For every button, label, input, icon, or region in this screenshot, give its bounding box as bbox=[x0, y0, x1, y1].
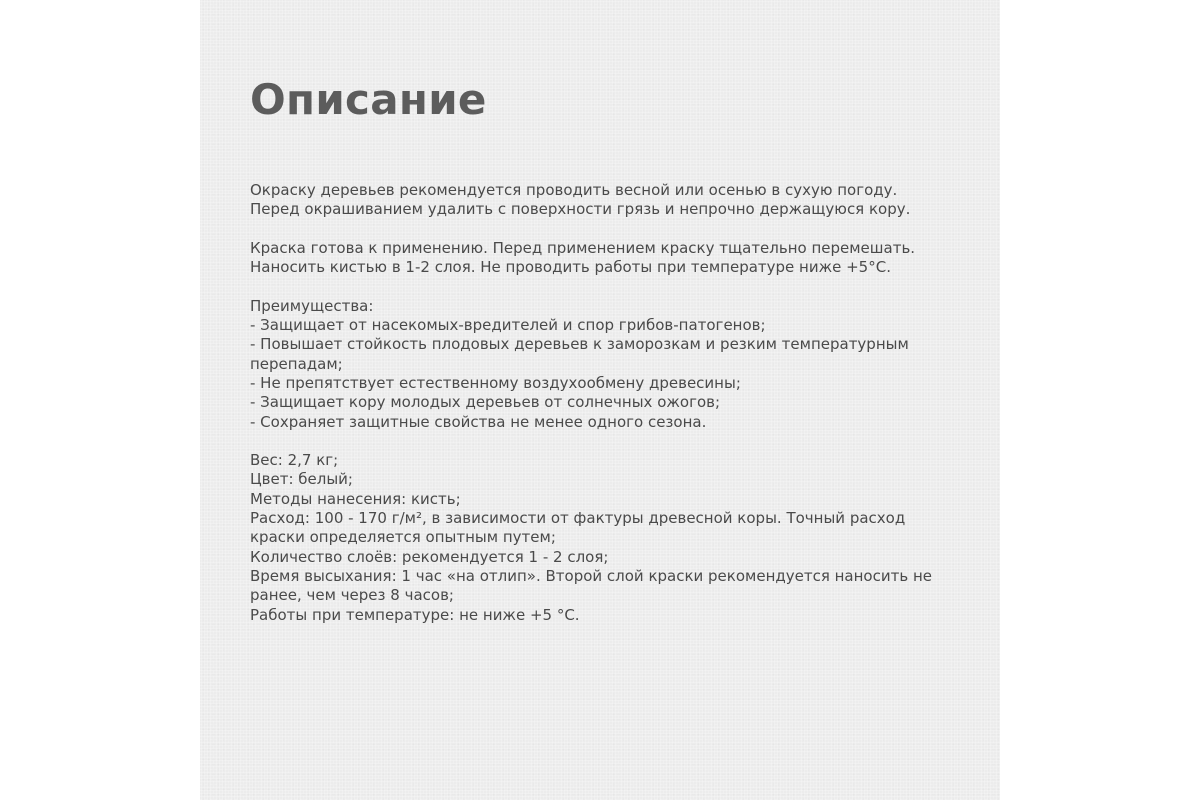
spec-consumption: Расход: 100 - 170 г/м², в зависимости от фактуры древесной коры. Точный расход bbox=[250, 509, 906, 528]
page-title: Описание bbox=[250, 75, 487, 124]
advantage-item: - Повышает стойкость плодовых деревьев к заморозкам и резким температурным bbox=[250, 335, 909, 354]
advantage-item: - Сохраняет защитные свойства не менее одного сезона. bbox=[250, 412, 707, 431]
spec-weight: Вес: 2,7 кг; bbox=[250, 451, 339, 470]
spec-drying-time: Время высыхания: 1 час «на отлип». Второй слой краски рекомендуется наносить не bbox=[250, 566, 932, 585]
usage-line: Наносить кистью в 1-2 слоя. Не проводить работы при температуре ниже +5°C. bbox=[250, 258, 891, 277]
spec-temperature: Работы при температуре: не ниже +5 °C. bbox=[250, 605, 580, 624]
spec-application-method: Методы нанесения: кисть; bbox=[250, 489, 461, 508]
advantages-section bbox=[250, 297, 980, 432]
specs-section bbox=[250, 451, 980, 625]
spec-consumption-continuation: краски определяется опытным путем; bbox=[250, 528, 556, 547]
intro-paragraph bbox=[250, 181, 980, 220]
advantage-item-continuation: перепадам; bbox=[250, 354, 343, 373]
spec-layers: Количество слоёв: рекомендуется 1 - 2 слоя; bbox=[250, 547, 609, 566]
intro-line: Окраску деревьев рекомендуется проводить весной или осенью в сухую погоду. bbox=[250, 181, 898, 199]
advantage-item: - Защищает кору молодых деревьев от солнечных ожогов; bbox=[250, 393, 721, 412]
usage-line: Краска готова к применению. Перед применением краску тщательно перемешать. bbox=[250, 238, 916, 257]
intro-line: Перед окрашиванием удалить с поверхности грязь и непрочно держащуюся кору. bbox=[250, 200, 911, 219]
advantages-heading: Преимущества: bbox=[250, 296, 374, 315]
advantage-item: - Защищает от насекомых-вредителей и спор грибов-патогенов; bbox=[250, 316, 766, 335]
spec-drying-time-continuation: ранее, чем через 8 часов; bbox=[250, 586, 454, 605]
description-body bbox=[250, 181, 980, 644]
description-card bbox=[200, 0, 1000, 800]
usage-paragraph bbox=[250, 239, 980, 278]
spec-color: Цвет: белый; bbox=[250, 470, 353, 489]
advantage-item: - Не препятствует естественному воздухообмену древесины; bbox=[250, 373, 741, 392]
